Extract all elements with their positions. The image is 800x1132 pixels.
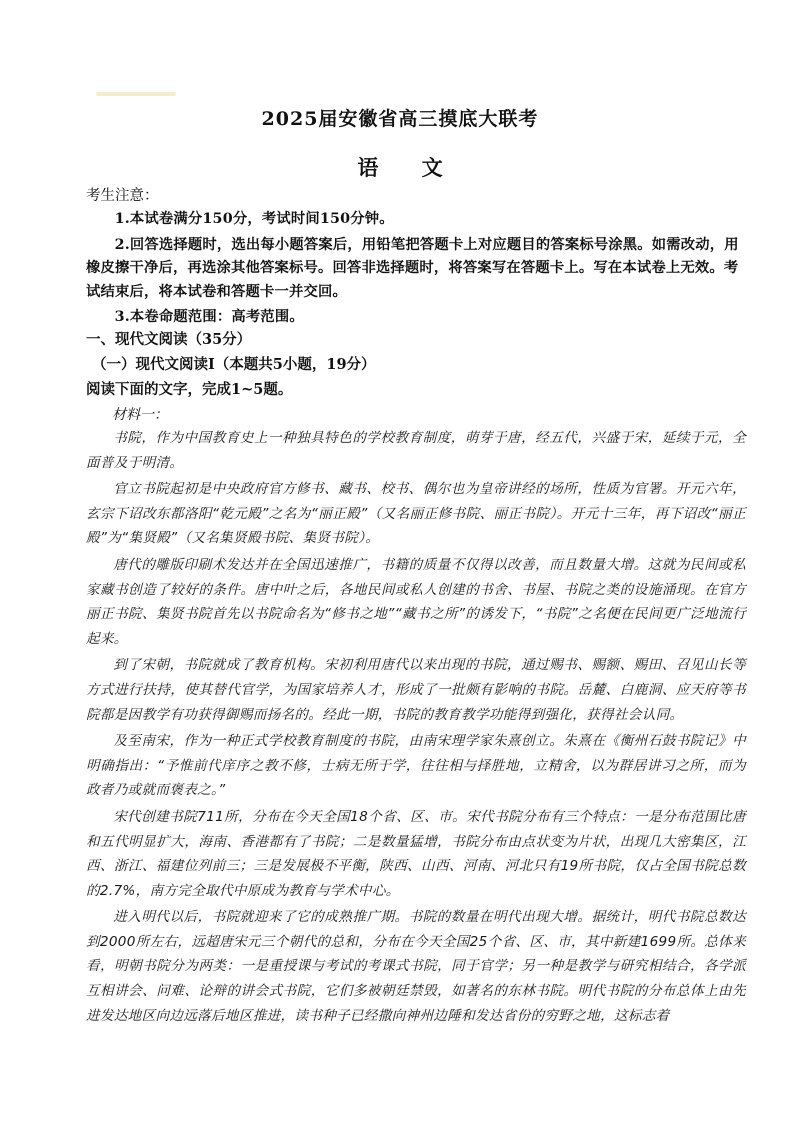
notice-item: 1.本试卷满分150分，考试时间150分钟。	[114, 211, 394, 227]
material-paragraph: 及至南宋，作为一种正式学校教育制度的书院，由南宋理学家朱熹创立。朱熹在《衡州石鼓书院记》中明确指出：“予惟前代庠序之教不修，士病无所于学，往往相与择胜地，立精舍，以为群居讲习之所，而为政者乃或就而褒表之。”	[86, 733, 746, 799]
notice-item: 2.回答选择题时，选出每小题答案后，用铅笔把答题卡上对应题目的答案标号涂黑。如需改动，用橡皮擦干净后，再选涂其他答案标号。回答非选择题时，将答案写在答题卡上。写在本试卷上无效。考试结束后，将本试卷和答题卡一并交回。	[86, 236, 739, 300]
scan-artifact	[96, 92, 176, 96]
material-paragraph: 宋代创建书院711所，分布在今天全国18个省、区、市。宋代书院分布有三个特点：一是分布范围比唐和五代明显扩大，海南、香港都有了书院；二是数量猛增，书院分布由点状变为片状，出现几大密集区，江西、浙江、福建位列前三；三是发展极不平衡，陕西、山西、河南、河北只有19所书院，仅占全国书院总数的2.7%，南方完全取代中原成为教育与学术中心。	[86, 808, 746, 899]
notice-list	[86, 208, 746, 332]
section-heading: 一、现代文阅读（35分）	[86, 331, 252, 348]
material-paragraph: 进入明代以后，书院就迎来了它的成熟推广期。书院的数量在明代出现大增。据统计，明代书院总数达到2000所左右，远超唐宋元三个朝代的总和，分布在今天全国25个省、区、市，其中新建1699所。总体来看，明朝书院分为两类：一是重授课与考试的考课式书院，同于官学；另一种是教学与研究相结合，各学派互相讲会、问难、论辩的讲会式书院，它们多被朝廷禁毁，如著名的东林书院。明代书院的分布总体上由先进发达地区向边远落后地区推进，读书种子已经撒向神州边陲和发达省份的穷野之地，这标志着	[86, 909, 746, 1024]
material-text	[86, 426, 746, 1030]
exam-subject: 语 文	[357, 155, 461, 180]
section-instruction: 阅读下面的文字，完成1~5题。	[86, 381, 293, 398]
notice-item: 3.本卷命题范围：高考范围。	[114, 309, 304, 326]
section-subheading: （一）现代文阅读Ⅰ（本题共5小题，19分）	[92, 356, 376, 373]
material-paragraph: 到了宋朝，书院就成了教育机构。宋初利用唐代以来出现的书院，通过赐书、赐额、赐田、召见山长等方式进行扶持，使其替代官学，为国家培养人才，形成了一批颇有影响的书院。岳麓、白鹿洞、应天府等书院都是因教学有功获得御赐而扬名的。经此一期，书院的教育教学功能得到强化，获得社会认同。	[86, 657, 746, 723]
material-paragraph: 书院，作为中国教育史上一种独具特色的学校教育制度，萌芽于唐，经五代，兴盛于宋，延续于元，全面普及于明清。	[86, 430, 746, 471]
material-paragraph: 官立书院起初是中央政府官方修书、藏书、校书、偶尔也为皇帝讲经的场所，性质为官署。开元六年，玄宗下诏改东都洛阳“乾元殿”之名为“丽正殿”（又名丽正修书院、丽正书院）。开元十三年，再下诏改“丽正殿”为“集贤殿”（又名集贤殿书院、集贤书院）。	[86, 481, 746, 547]
notice-header: 考生注意：	[86, 188, 159, 204]
exam-title: 2025届安徽省高三摸底大联考	[261, 108, 539, 130]
material-paragraph: 唐代的雕版印刷术发达并在全国迅速推广，书籍的质量不仅得以改善，而且数量大增。这就为民间或私家藏书创造了较好的条件。唐中叶之后，各地民间或私人创建的书舍、书屋、书院之类的设施涌现。在官方丽正书院、集贤书院首先以书院命名为“修书之地”“藏书之所”的诱发下，“书院”之名便在民间更广泛地流行起来。	[86, 556, 746, 647]
material-label: 材料一：	[112, 407, 168, 423]
